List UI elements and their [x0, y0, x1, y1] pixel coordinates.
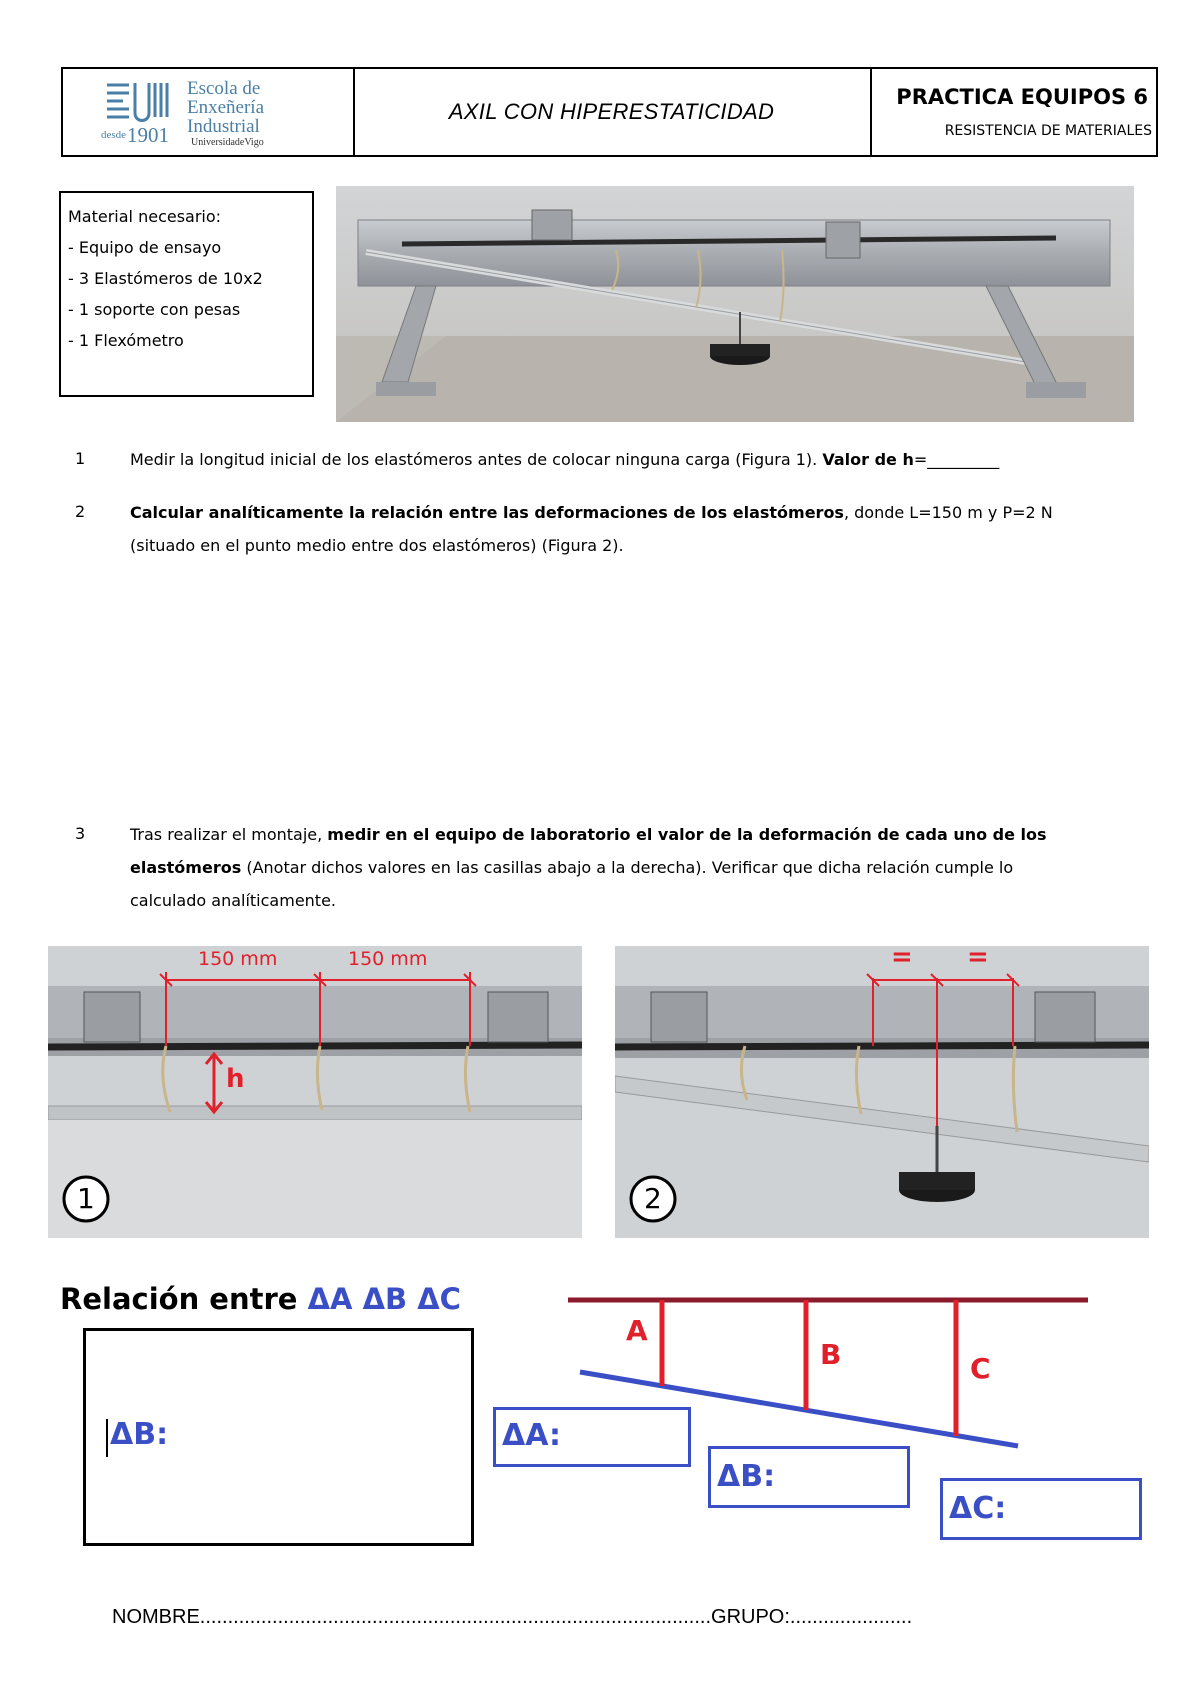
practice-number: PRACTICA EQUIPOS 6 — [896, 85, 1148, 109]
delta-b-label: ΔB: — [717, 1459, 776, 1494]
figure-2-equal-2: = — [967, 946, 989, 972]
logo-university: UniversidadeVigo — [191, 137, 264, 148]
relation-delta-b: ΔB — [362, 1282, 408, 1316]
name-field[interactable]: ............................................................................................ — [199, 1606, 712, 1628]
footer-line — [112, 1606, 912, 1629]
figure-2-illustration — [615, 946, 1149, 1238]
step-1-pre: Medir la longitud inicial de los elastómeros antes de colocar ninguna carga (Figura 1). — [130, 450, 823, 469]
label-b: B — [820, 1338, 842, 1371]
header-table — [61, 67, 1158, 157]
relation-delta-a: ΔA — [307, 1282, 353, 1316]
step-3-pre: Tras realizar el montaje, — [130, 825, 328, 844]
relation-heading-text: Relación entre — [60, 1282, 308, 1316]
figure-2-photo — [615, 946, 1149, 1238]
step-number: 1 — [75, 449, 86, 468]
page-title: AXIL CON HIPERESTATICIDAD — [448, 99, 775, 124]
figure-2-equal-1: = — [891, 946, 913, 972]
group-label: GRUPO: — [711, 1606, 790, 1628]
step-2-line2: (situado en el punto medio entre dos elastómeros) (Figura 2). — [130, 536, 624, 555]
delta-a-box[interactable] — [493, 1407, 691, 1467]
step-3-bold2: elastómeros — [130, 858, 242, 877]
equipment-illustration — [336, 186, 1134, 422]
delta-c-label: ΔC: — [949, 1491, 1007, 1526]
step-3-bold1: medir en el equipo de laboratorio el valor de la deformación de cada uno de los — [327, 825, 1047, 844]
logo-since: desde — [101, 129, 127, 141]
step-2-bold: Calcular analíticamente la relación entre las deformaciones de los elastómeros — [130, 503, 844, 522]
logo-line-2: Enxeñería — [187, 97, 265, 118]
material-item: - 1 Flexómetro — [68, 331, 184, 350]
group-field[interactable]: ...................... — [789, 1606, 913, 1628]
material-item: - 1 soporte con pesas — [68, 300, 241, 319]
step-1-blank: =_________ — [913, 450, 1000, 469]
material-item: - 3 Elastómeros de 10x2 — [68, 269, 263, 288]
figure-1-illustration — [48, 946, 582, 1238]
step-1-bold: Valor de h — [822, 450, 914, 469]
step-2-text — [130, 496, 1053, 562]
name-label: NOMBRE — [112, 1606, 200, 1628]
relation-answer-box[interactable] — [83, 1328, 474, 1546]
figure-1-h-label: h — [226, 1064, 245, 1094]
equipment-photo — [336, 186, 1134, 422]
logo-line-1: Escola de — [187, 78, 261, 99]
material-box — [59, 191, 314, 397]
text-cursor — [106, 1419, 108, 1457]
label-c: C — [970, 1352, 991, 1385]
relation-heading — [60, 1282, 461, 1316]
subject-name: RESISTENCIA DE MATERIALES — [944, 123, 1152, 139]
material-heading: Material necesario: — [68, 207, 222, 226]
figure-1-photo — [48, 946, 582, 1238]
delta-c-box[interactable] — [940, 1478, 1142, 1540]
step-2-post: , donde L=150 m y P=2 N — [843, 503, 1053, 522]
material-item: - Equipo de ensayo — [68, 238, 222, 257]
logo-year: 1901 — [127, 123, 169, 147]
delta-b-box[interactable] — [708, 1446, 910, 1508]
step-3-text — [130, 818, 1047, 917]
logo-cell — [63, 69, 355, 155]
title-cell — [353, 69, 872, 155]
step-number: 3 — [75, 824, 86, 843]
practice-cell — [870, 69, 1156, 155]
label-a: A — [626, 1314, 648, 1347]
relation-delta-c: ΔC — [417, 1282, 461, 1316]
relation-box-label: ΔB: — [110, 1417, 169, 1452]
figure-1-dim-2: 150 mm — [348, 948, 428, 970]
step-3-line3: calculado analíticamente. — [130, 891, 336, 910]
figure-2-number: 2 — [644, 1182, 662, 1215]
step-number: 2 — [75, 502, 86, 521]
step-1-text — [130, 443, 999, 476]
figure-1-dim-1: 150 mm — [198, 948, 278, 970]
delta-a-label: ΔA: — [502, 1418, 561, 1453]
figure-1-number: 1 — [77, 1182, 95, 1215]
logo-line-3: Industrial — [187, 116, 260, 137]
step-3-post2: (Anotar dichos valores en las casillas abajo a la derecha). Verificar que dicha relación cumple lo — [241, 858, 1014, 877]
